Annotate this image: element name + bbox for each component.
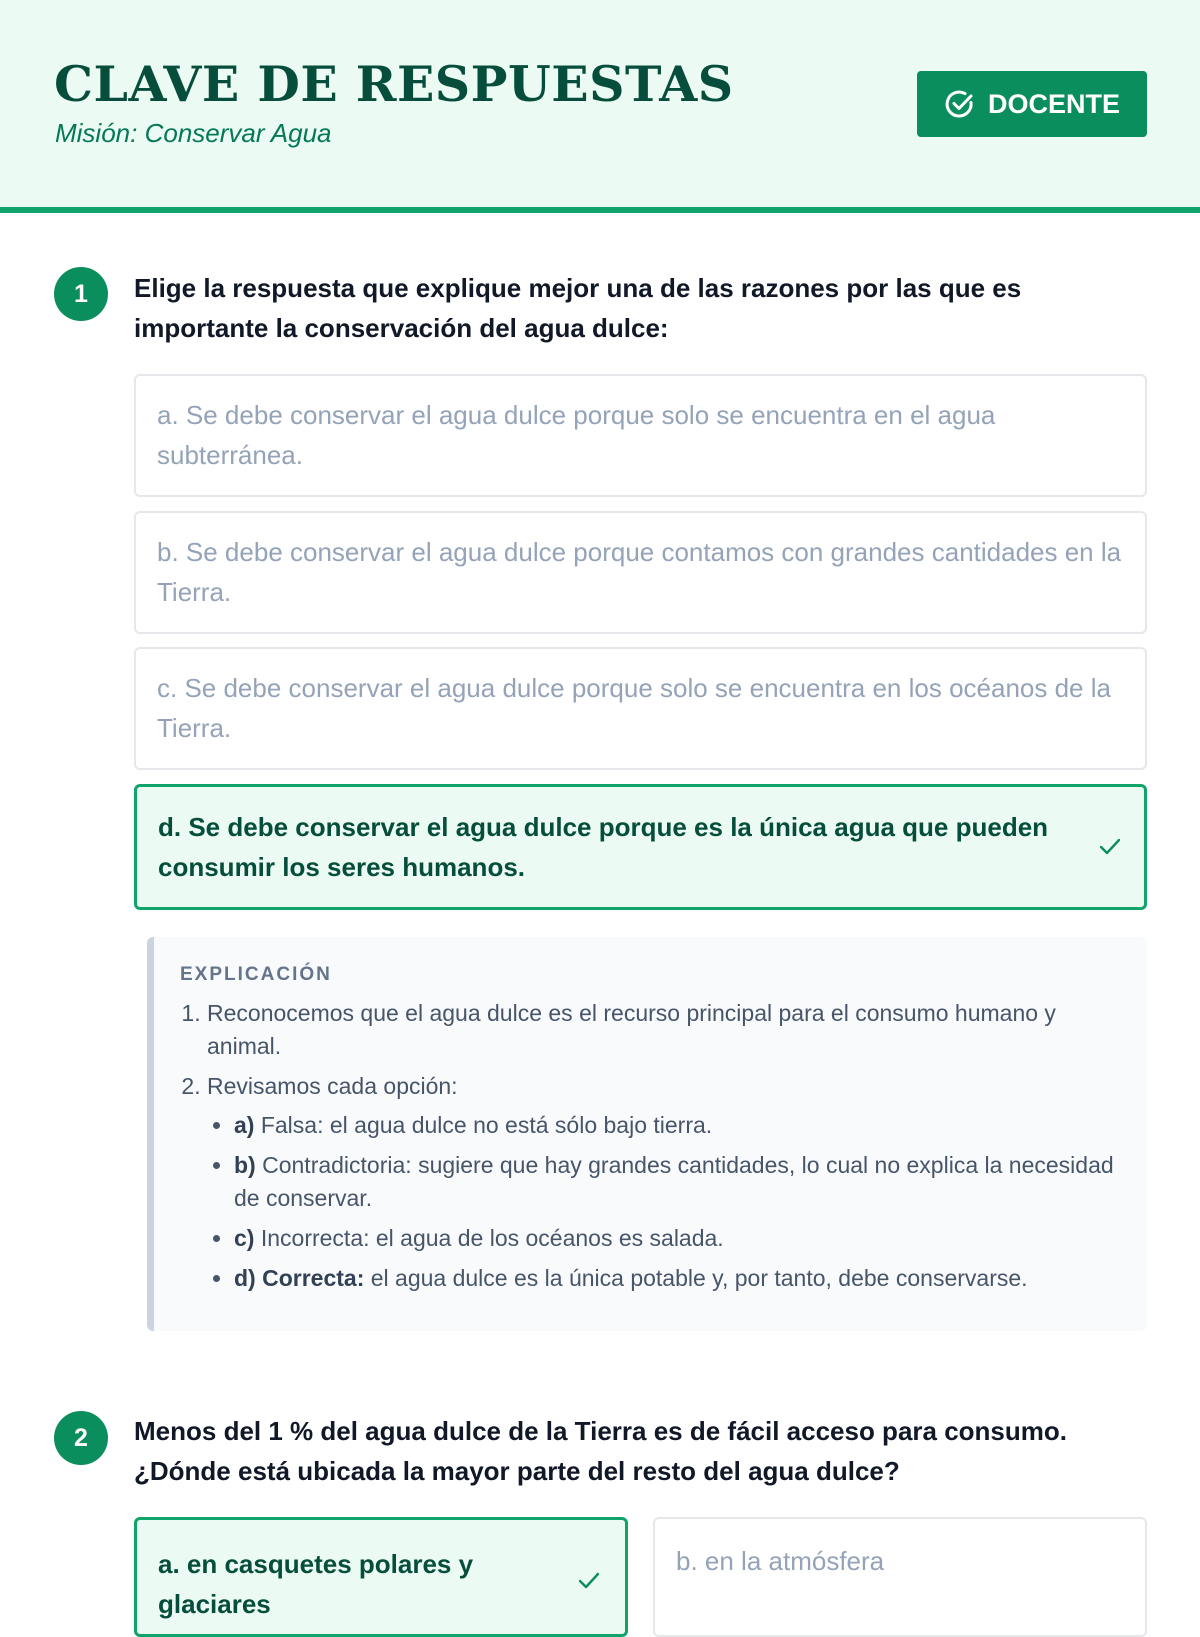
answer-option-d-correct[interactable] [134, 784, 1147, 910]
answer-option-a[interactable]: a. Se debe conservar el agua dulce porque solo se encuentra en el agua subterránea. [134, 374, 1147, 497]
explanation-step-text: Revisamos cada opción: [207, 1073, 458, 1099]
checkmark-icon [1098, 836, 1122, 858]
option-review-text: el agua dulce es la única potable y, por tanto, debe conservarse. [364, 1265, 1028, 1291]
option-review-item [234, 1262, 1121, 1295]
explanation-box [147, 937, 1147, 1331]
question-text: Elige la respuesta que explique mejor una de las razones por las que es importante la conservación del agua dulce: [134, 273, 1022, 343]
option-review-text: Incorrecta: el agua de los océanos es salada. [254, 1225, 724, 1251]
answer-key-header [0, 0, 1200, 213]
explanation-label: EXPLICACIÓN [180, 964, 332, 985]
option-key: d) Correcta: [234, 1265, 365, 1291]
check-circle-icon [944, 88, 976, 120]
teacher-badge[interactable] [917, 71, 1147, 137]
teacher-badge-label: DOCENTE [987, 88, 1120, 119]
answer-option-text: d. Se debe conservar el agua dulce porque es la única agua que pueden consumir los seres humanos. [158, 812, 1049, 882]
question-number: 1 [54, 267, 108, 321]
answer-option-b[interactable]: b. en la atmósfera [653, 1517, 1147, 1637]
explanation-step [207, 1070, 1121, 1295]
answer-option-b[interactable]: b. Se debe conservar el agua dulce porque contamos con grandes cantidades en la Tierra. [134, 511, 1147, 634]
page-title: CLAVE DE RESPUESTAS [54, 55, 734, 113]
option-key: c) [234, 1225, 255, 1251]
page-subtitle: Misión: Conservar Agua [55, 118, 332, 148]
option-review-item [234, 1149, 1121, 1215]
answer-option-a-correct[interactable] [134, 1517, 628, 1637]
question-text: Menos del 1 % del agua dulce de la Tierra es de fácil acceso para consumo. ¿Dónde está ubicada la mayor parte del resto del agua dulce? [134, 1416, 1067, 1486]
answer-option-c[interactable]: c. Se debe conservar el agua dulce porque solo se encuentra en los océanos de la Tierra. [134, 647, 1147, 770]
explanation-steps [180, 997, 1121, 1295]
question-number: 2 [54, 1411, 108, 1465]
option-review-text: Contradictoria: sugiere que hay grandes cantidades, lo cual no explica la necesidad de conservar. [234, 1152, 1114, 1211]
option-review-item [234, 1222, 1121, 1255]
option-key: b) [234, 1152, 256, 1178]
option-key: a) [234, 1112, 255, 1138]
explanation-step: 1. Reconocemos que el agua dulce es el recurso principal para el consumo humano y animal. [207, 997, 1121, 1063]
option-review-text: Falsa: el agua dulce no está sólo bajo tierra. [254, 1112, 713, 1138]
option-review-item [234, 1109, 1121, 1142]
checkmark-icon [577, 1570, 601, 1592]
answer-option-text: a. en casquetes polares y glaciares [158, 1549, 474, 1619]
option-review-list [207, 1109, 1121, 1295]
